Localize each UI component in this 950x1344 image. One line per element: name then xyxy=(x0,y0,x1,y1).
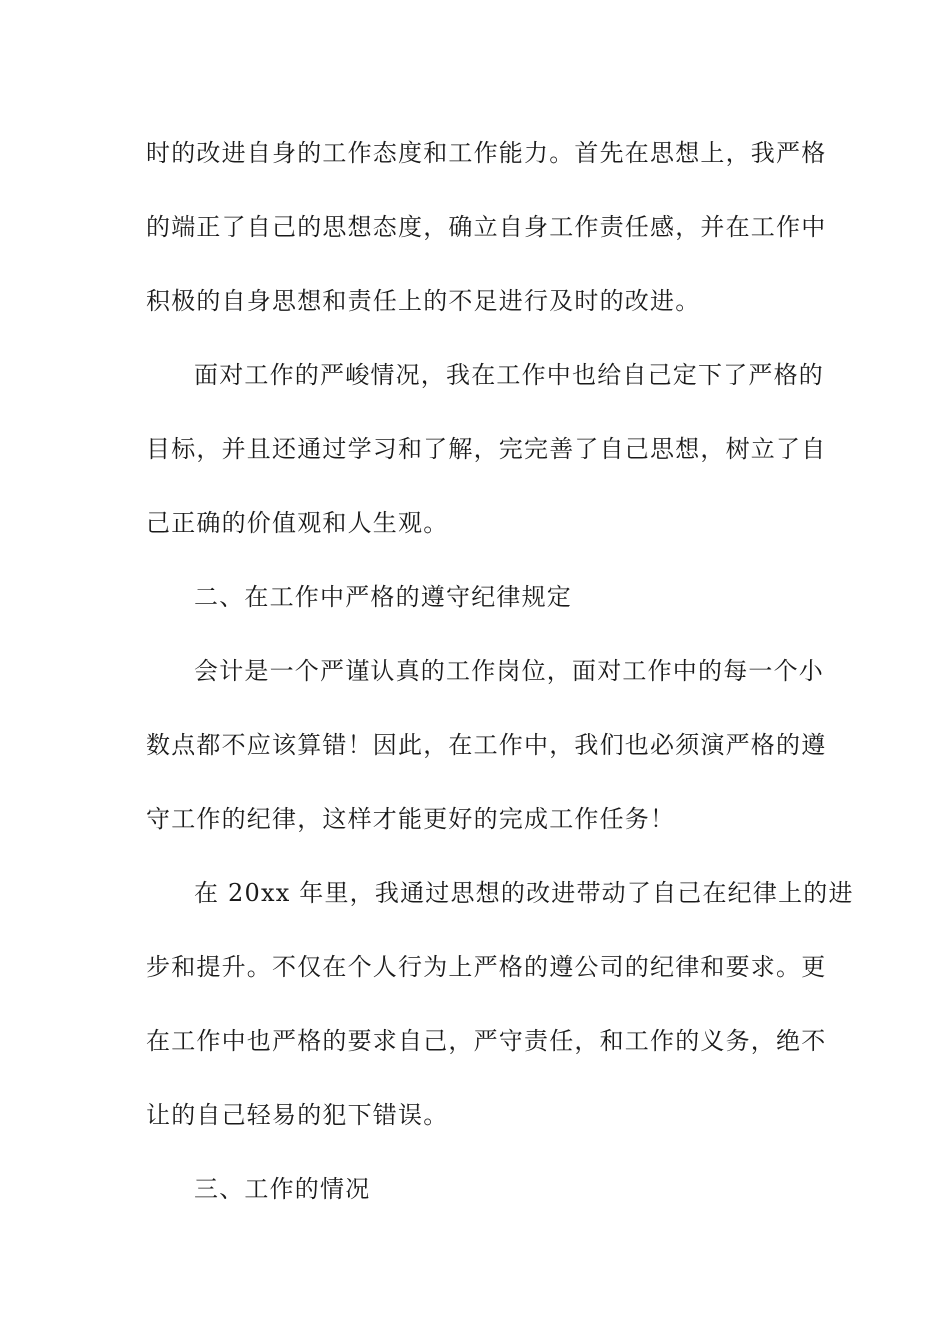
paragraph-line: 数点都不应该算错！因此，在工作中，我们也必须演严格的遵 xyxy=(146,731,827,759)
paragraph-line: 会计是一个严谨认真的工作岗位，面对工作中的每一个小 xyxy=(194,657,824,685)
paragraph-line: 时的改进自身的工作态度和工作能力。首先在思想上，我严格 xyxy=(146,139,827,167)
paragraph-line: 面对工作的严峻情况，我在工作中也给自己定下了严格的 xyxy=(194,361,824,389)
paragraph-line: 己正确的价值观和人生观。 xyxy=(146,509,449,537)
paragraph-line: 的端正了自己的思想态度，确立自身工作责任感，并在工作中 xyxy=(146,213,827,241)
paragraph-line: 在工作中也严格的要求自己，严守责任，和工作的义务，绝不 xyxy=(146,1027,827,1055)
paragraph-line: 在 20xx 年里，我通过思想的改进带动了自己在纪律上的进 xyxy=(194,879,854,907)
paragraph-line: 目标，并且还通过学习和了解，完完善了自己思想，树立了自 xyxy=(146,435,827,463)
paragraph-line: 让的自己轻易的犯下错误。 xyxy=(146,1101,449,1129)
paragraph-line: 步和提升。不仅在个人行为上严格的遵公司的纪律和要求。更 xyxy=(146,953,827,981)
section-heading: 三、工作的情况 xyxy=(194,1175,371,1203)
paragraph-line: 积极的自身思想和责任上的不足进行及时的改进。 xyxy=(146,287,701,315)
section-heading: 二、在工作中严格的遵守纪律规定 xyxy=(194,583,572,611)
paragraph-line: 守工作的纪律，这样才能更好的完成工作任务！ xyxy=(146,805,676,833)
